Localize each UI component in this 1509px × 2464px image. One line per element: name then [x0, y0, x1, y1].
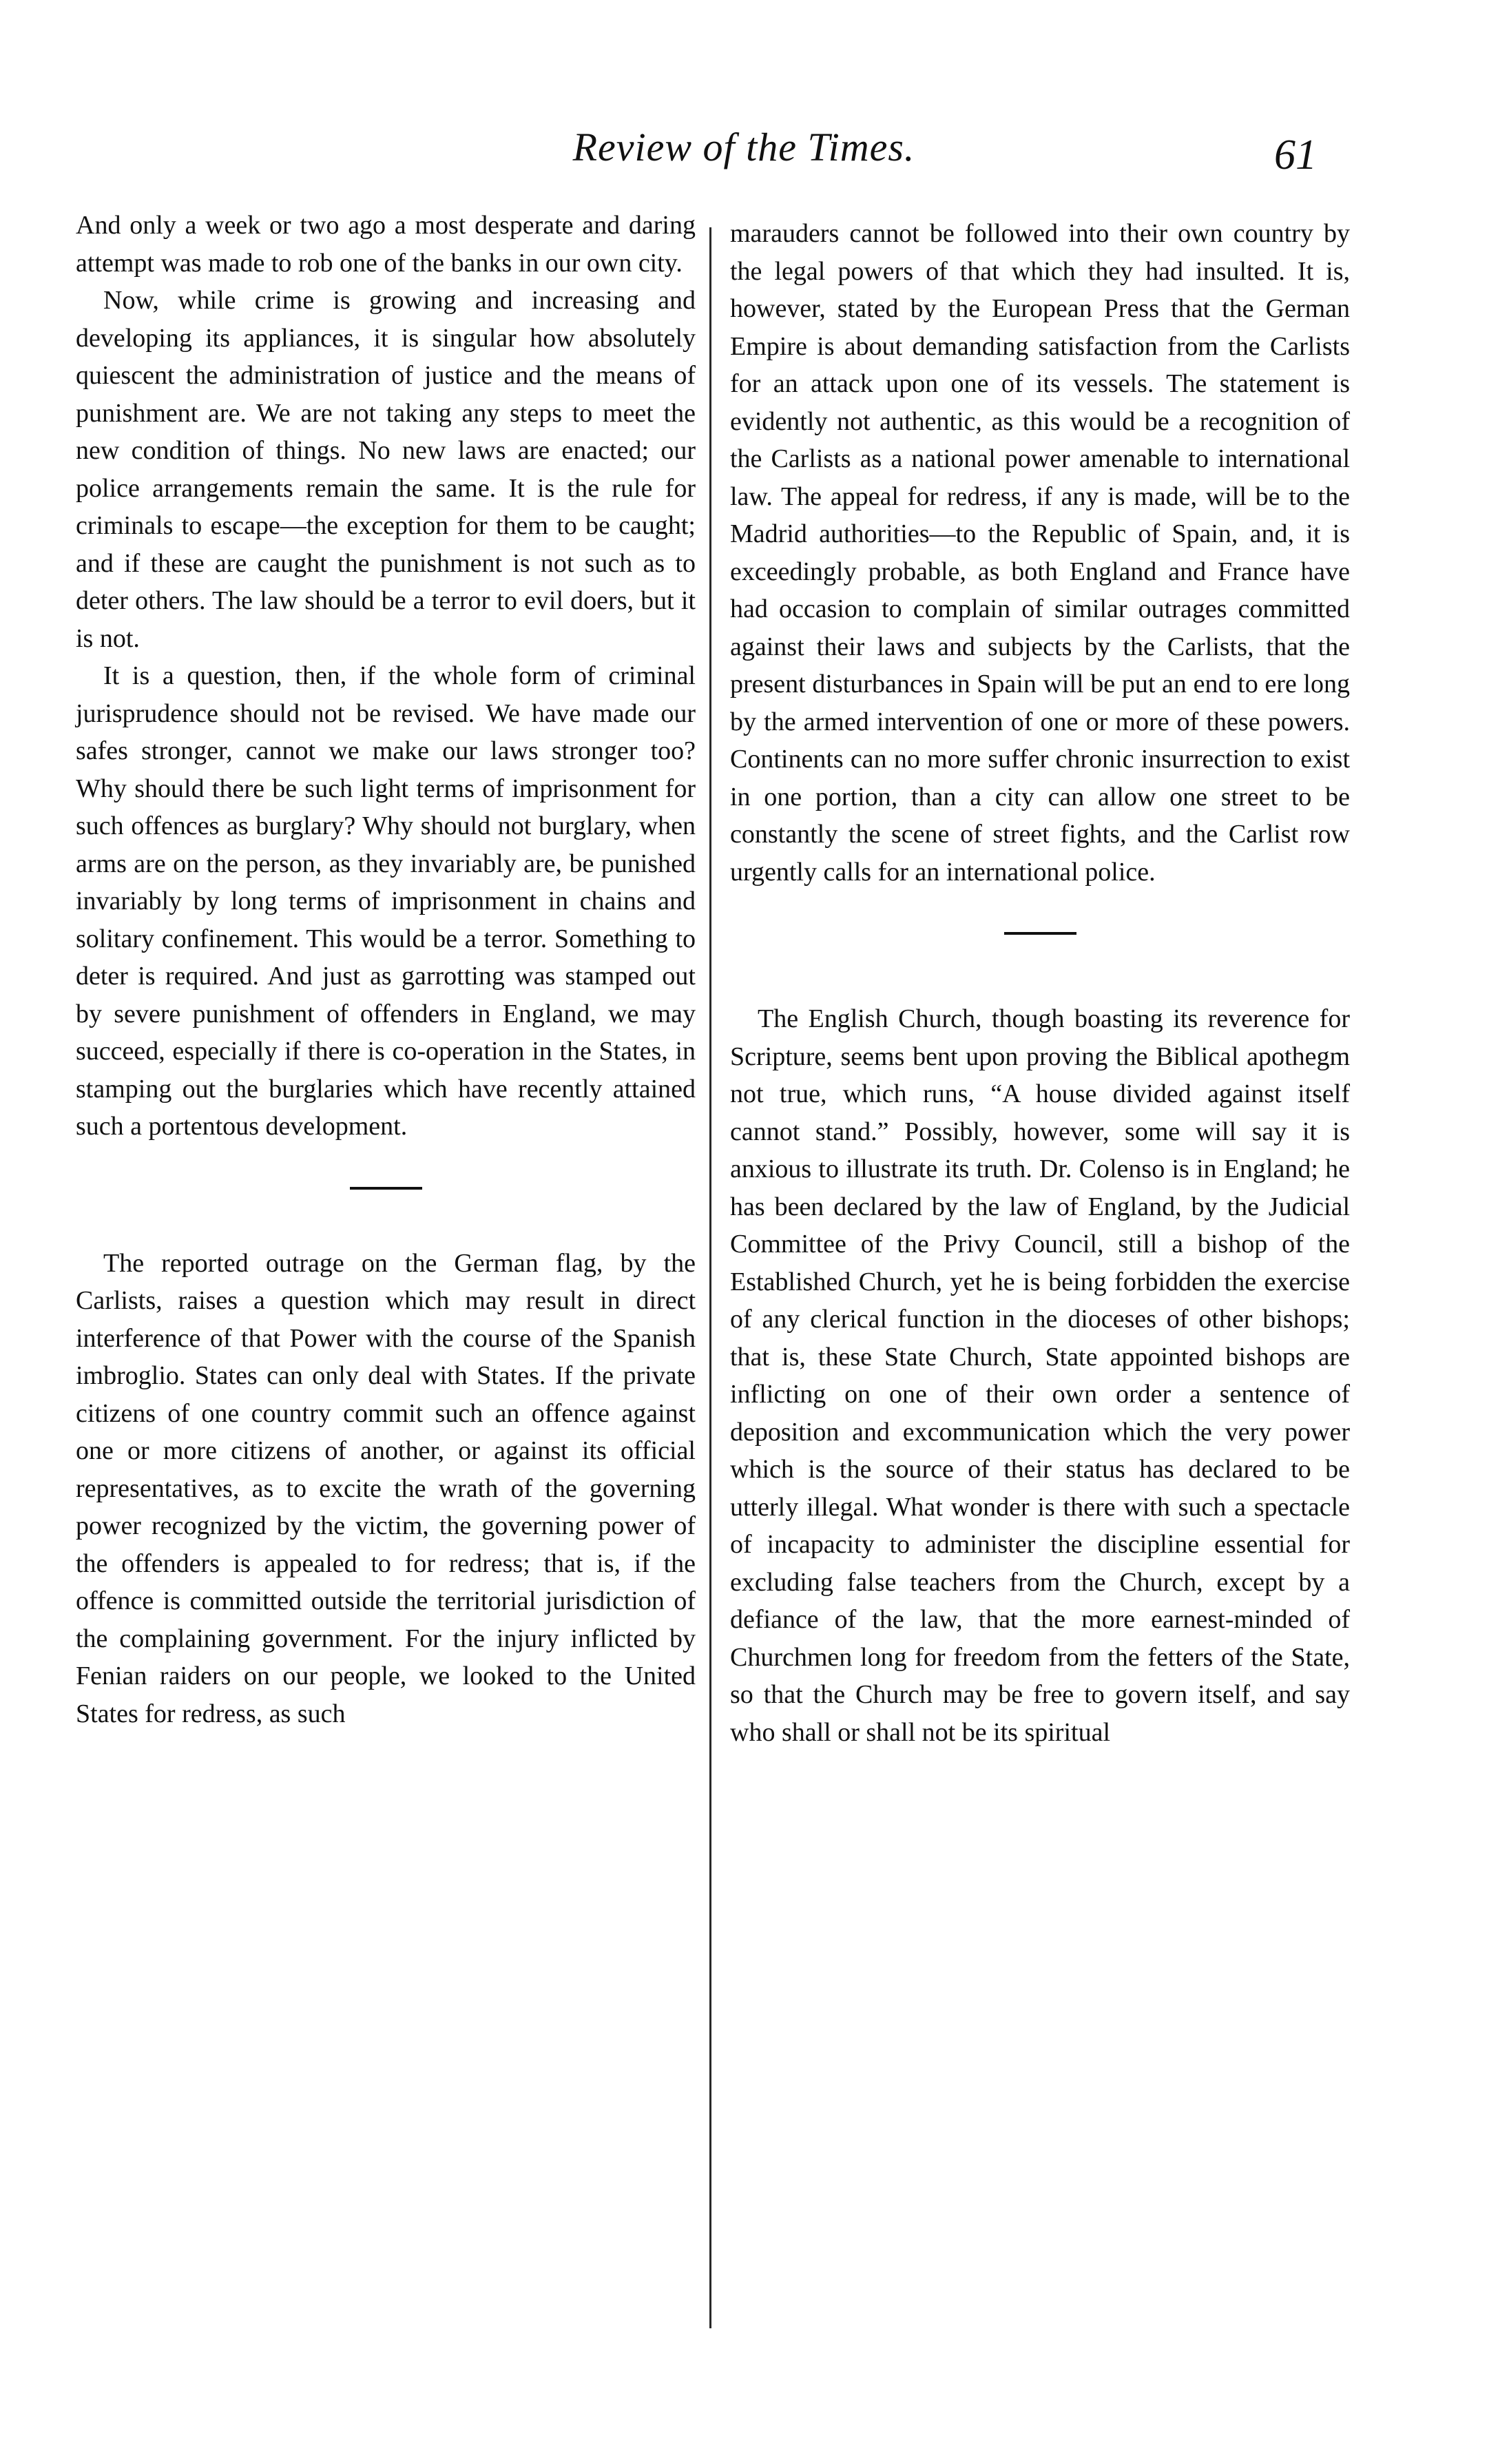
running-title: Review of the Times.	[572, 125, 915, 169]
column-divider-rule	[709, 227, 711, 2328]
section-divider	[350, 1187, 422, 1190]
paragraph-carlists-continued: marauders cannot be followed into their own country by the legal powers of that which they had insulted. It is, however, stated by the European Press that the German Empire is about demanding satisfaction from the Carlists for an attack upon one of its vessels. The statement is evidently not authentic, as this would be a recognition of the Carlists as a national power amenable to international law. The appeal for redress, if any is made, will be to the Madrid authorities—to the Republic of Spain, and, it is exceedingly probable, as both England and France have had occasion to complain of similar outrages committed against their laws and subjects by the Carlists, that the present disturbances in Spain will be put an end to ere long by the armed intervention of one or more of these powers. Continents can no more suffer chronic insurrection to exist in one portion, than a city can allow one street to be constantly the scene of street fights, and the Carlist row urgently calls for an international police.	[730, 219, 1350, 887]
paragraph-english-church: The English Church, though boasting its reverence for Scripture, seems bent upon proving the Biblical apothegm not true, which runs, “A house divided against itself cannot stand.” Possibly, however, some will say it is anxious to illustrate its truth. Dr. Colenso is in England; he has been declared by the law of England, by the Judicial Committee of the Privy Council, still a bishop of the Established Church, yet he is being forbidden the exercise of any clerical function in the dioceses of other bishops; that is, these State Church, State appointed bishops are inflicting on one of their own order a sentence of deposition and excommunication which the very power which is the source of their status has declared to be utterly illegal. What wonder is there with such a spectacle of incapacity to administer the discipline essential for excluding false teachers from the Church, except by a defiance of the law, that the more earnest-minded of Churchmen long for freedom from the fetters of the State, so that the Church may be free to govern itself, and say who shall or shall not be its spiritual	[730, 1004, 1350, 1747]
section-divider	[1004, 932, 1076, 935]
right-column	[730, 215, 1350, 1751]
paragraph-bank-robbery: And only a week or two ago a most desperate and daring attempt was made to rob one of the banks in our own city.	[76, 211, 696, 278]
left-column	[76, 207, 696, 1732]
paragraph-crime-growing: Now, while crime is growing and increasing and developing its appliances, it is singular how absolutely quiescent the administration of justice and the means of punishment are. We are not taking any steps to meet the new condition of things. No new laws are enacted; our police arrangements remain the same. It is the rule for criminals to escape—the exception for them to be caught; and if these are caught the punishment is not such as to deter others. The law should be a terror to evil doers, but it is not.	[76, 286, 696, 653]
paragraph-german-flag: The reported outrage on the German flag, by the Carlists, raises a question which may result in direct interference of that Power with the course of the Spanish imbroglio. States can only deal with States. If the private citizens of one country commit such an offence against one or more citizens of another, or against its official representatives, as to excite the wrath of the governing power recognized by the victim, the governing power of the offenders is appealed to for redress; that is, if the offence is committed outside the territorial jurisdiction of the complaining government. For the injury inflicted by Fenian raiders on our people, we looked to the United States for redress, as such	[76, 1248, 696, 1728]
page-number: 61	[1274, 132, 1317, 178]
paragraph-jurisprudence: It is a question, then, if the whole form of criminal jurisprudence should not be revised. We have made our safes stronger, cannot we make our laws stronger too? Why should there be such light terms of imprisonment for such offences as burglary? Why should not burglary, when arms are on the person, as they invariably are, be punished invariably by long terms of imprisonment in chains and solitary confinement. This would be a terror. Something to deter is required. And just as garrotting was stamped out by severe punishment of offenders in England, we may succeed, especially if there is co-operation in the States, in stamping out the burglaries which have recently attained such a portentous development.	[76, 661, 696, 1141]
